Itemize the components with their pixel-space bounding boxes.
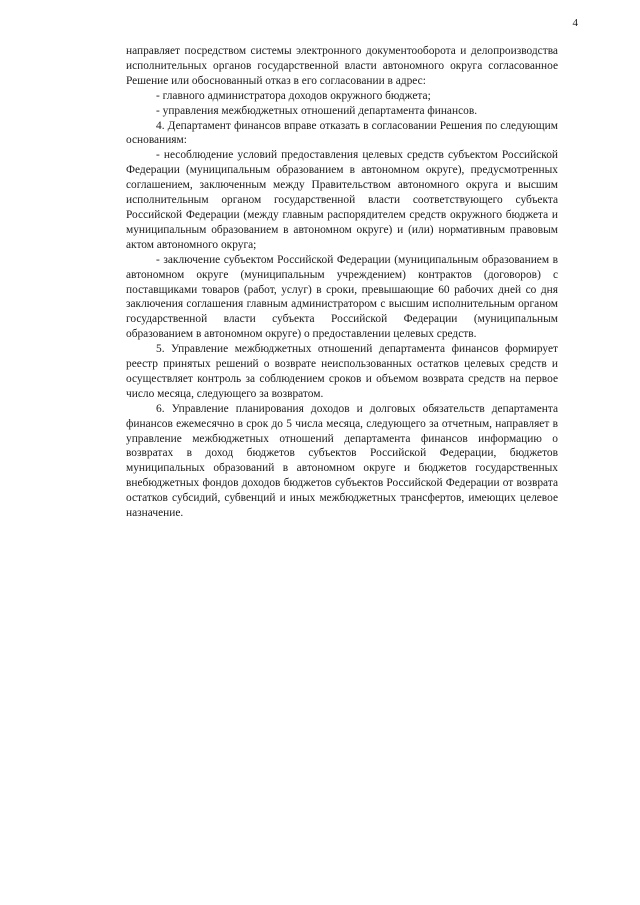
item-6-paragraph: 6. Управление планирования доходов и долговых обязательств департамента финансов ежемесячно в срок до 5 числа месяца, следующего за отчетным, направляет в управление межбюджетных отношений департамента финансов информацию о возвратах в доход бюджетов субъектов Российской Федерации, бюджетов муниципальных образований в автономном округе и бюджетов государственных внебюджетных фондов доходов бюджетов субъектов Российской Федерации от возврата остатков субсидий, субвенций и иных межбюджетных трансфертов, имеющих целевое назначение. bbox=[126, 402, 558, 520]
intro-paragraph: направляет посредством системы электронного документооборота и делопроизводства исполнительных органов государственной власти автономного округа согласованное Решение или обоснованный отказ в его согласовании в адрес: bbox=[126, 45, 558, 87]
item-4-reason-1: - несоблюдение условий предоставления целевых средств субъектом Российской Федерации (муниципальным образованием в автономном округе), предусмотренных соглашением, заключенным между Правительством автономного округа и высшим исполнительным органом государственной власти соответствующего субъекта Российской Федерации (между главным распорядителем средств окружного бюджета и муниципальным образованием в автономном округе) и (или) нормативным правовым актом автономного округа; bbox=[126, 149, 558, 251]
page-number: 4 bbox=[572, 17, 578, 29]
document-body bbox=[126, 44, 558, 521]
recipient-bullet-2: - управления межбюджетных отношений департамента финансов. bbox=[156, 104, 478, 117]
item-4-paragraph: 4. Департамент финансов вправе отказать в согласовании Решения по следующим основаниям: bbox=[126, 119, 558, 147]
item-5-paragraph: 5. Управление межбюджетных отношений департамента финансов формирует реестр принятых решений о возврате неиспользованных остатков целевых средств и осуществляет контроль за соблюдением сроков и объемом возврата средств на первое число месяца, следующего за возвратом. bbox=[126, 343, 558, 400]
recipient-bullet-1: - главного администратора доходов окружного бюджета; bbox=[156, 89, 431, 102]
item-4-reason-2: - заключение субъектом Российской Федерации (муниципальным образованием в автономном округе (муниципальным учреждением) контрактов (договоров) с поставщиками товаров (работ, услуг) в сроки, превышающие 60 рабочих дней со дня заключения соглашения главным администратором с высшим исполнительным органом государственной власти субъекта Российской Федерации (муниципальным образованием в автономном округе) о предоставлении целевых средств. bbox=[126, 253, 558, 341]
